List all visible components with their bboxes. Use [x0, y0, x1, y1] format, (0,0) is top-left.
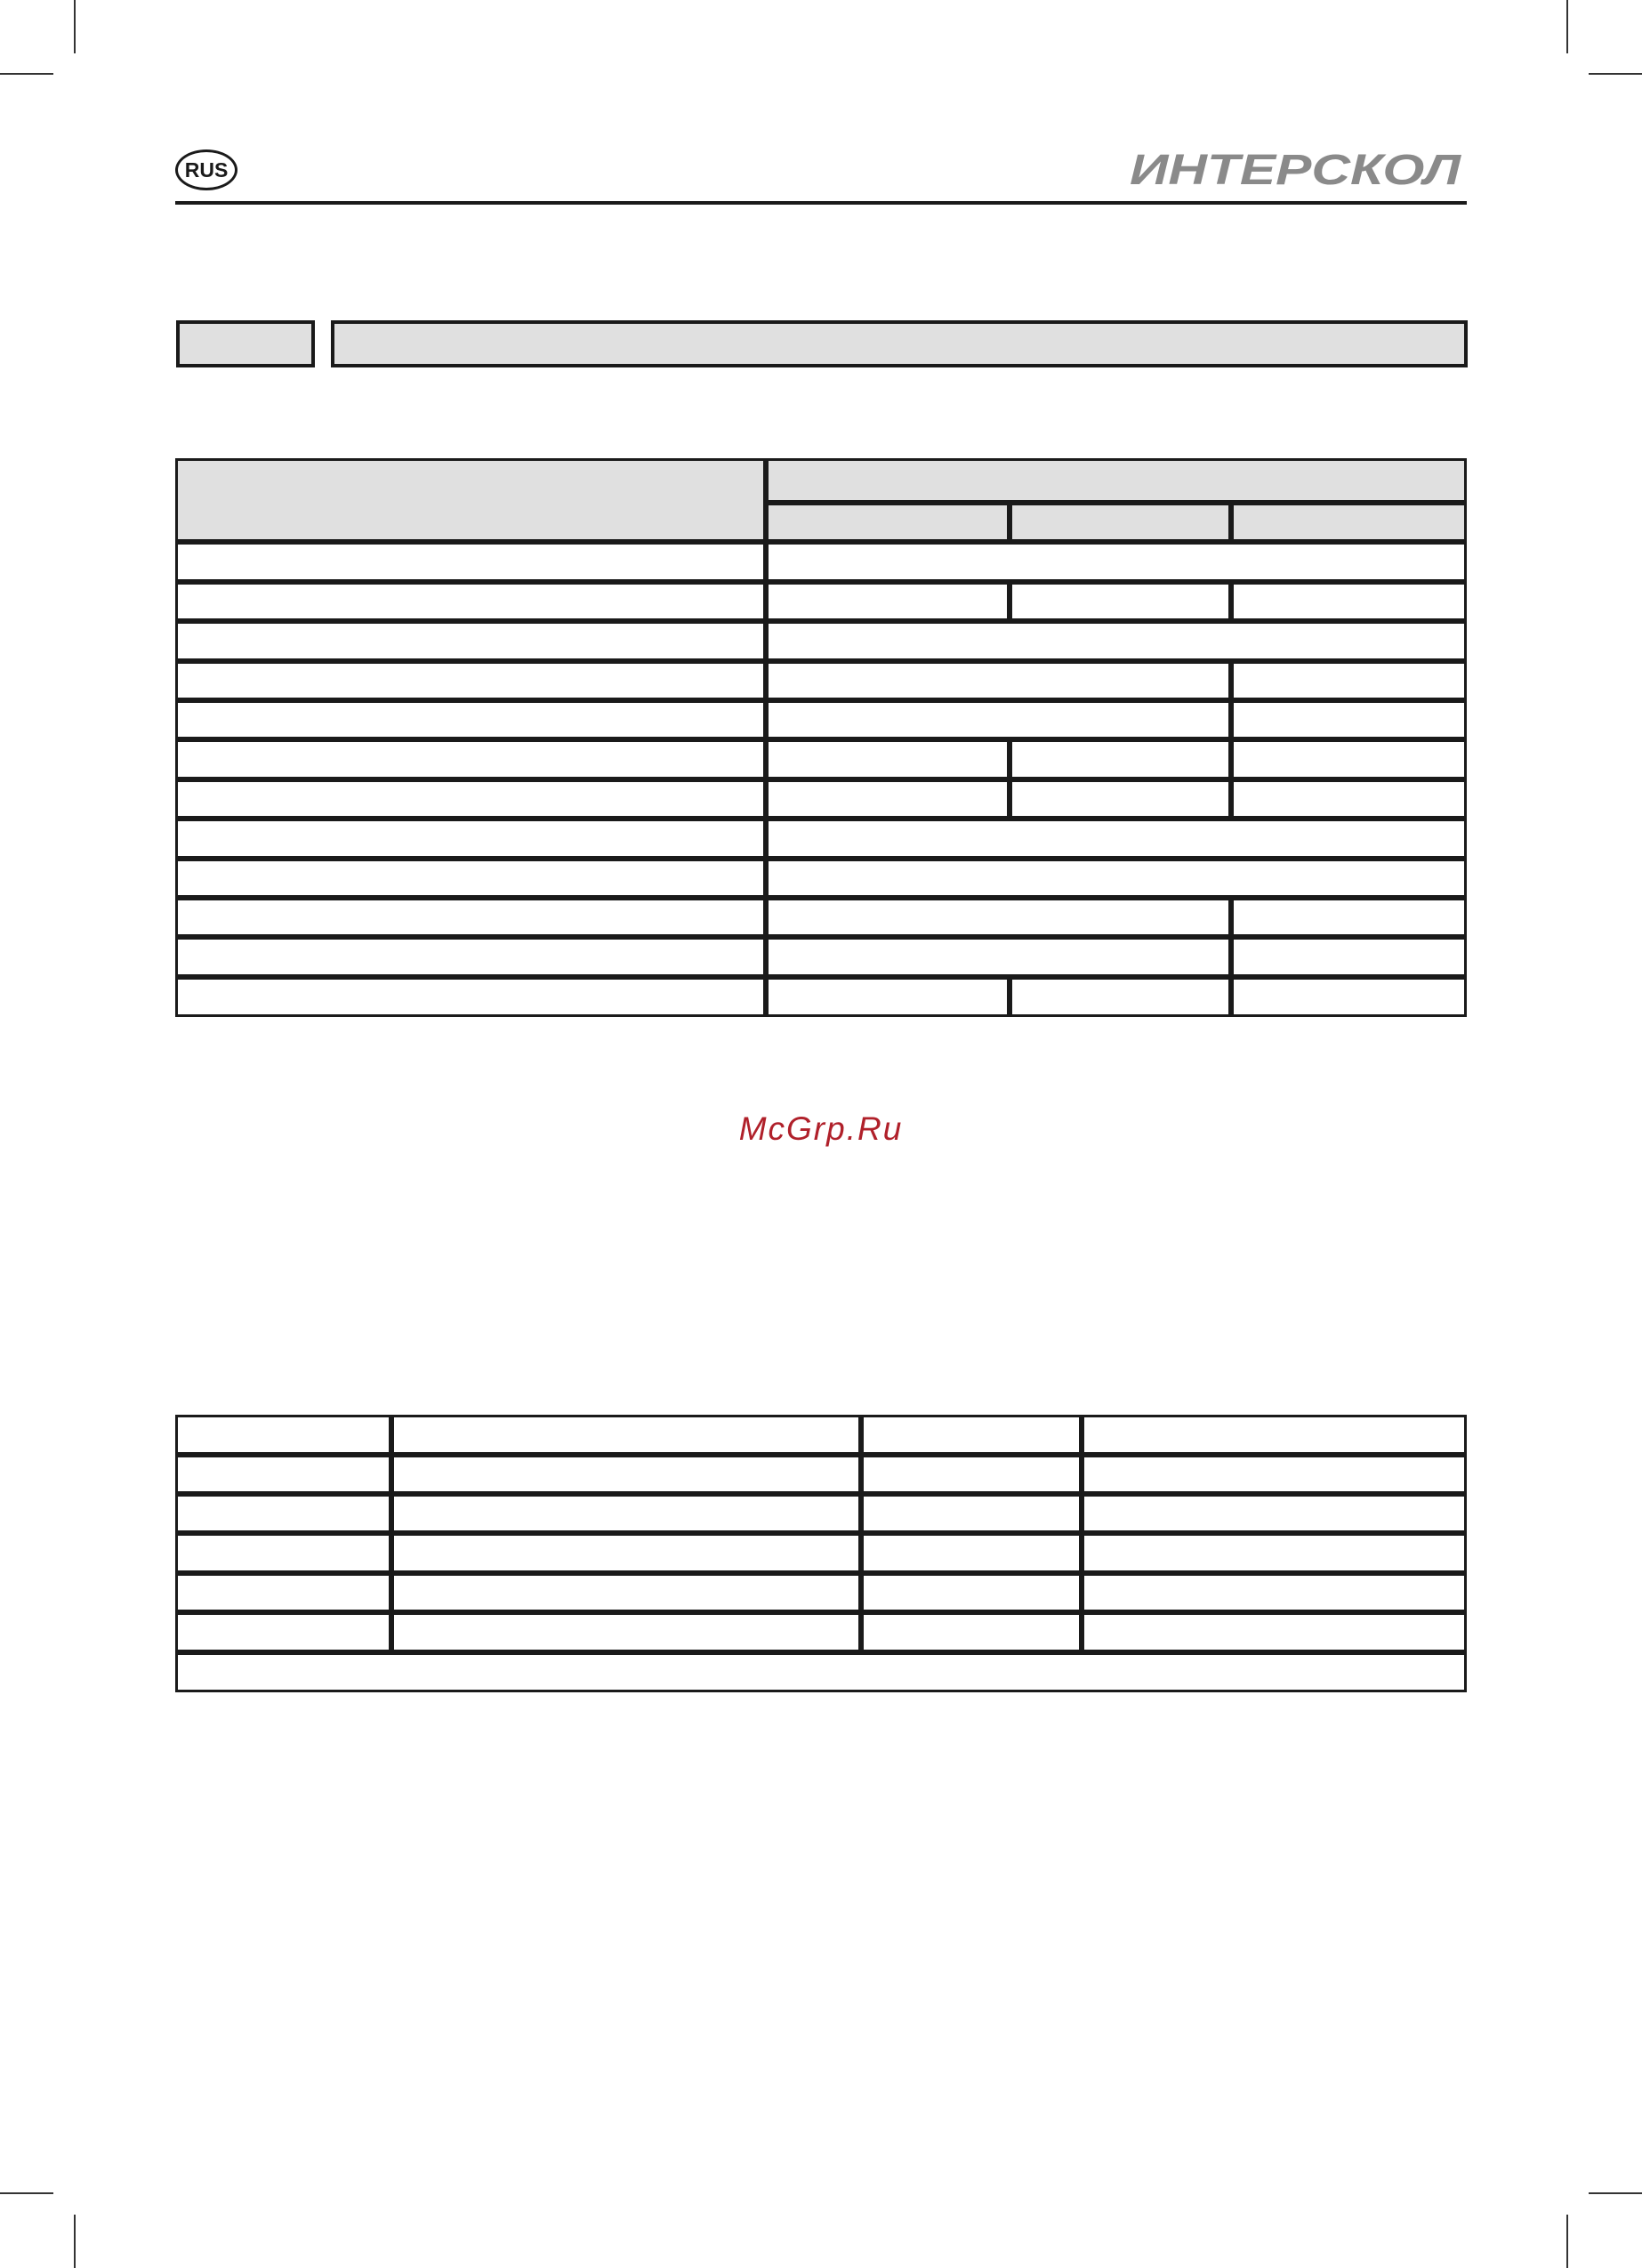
- table-cell: [766, 898, 1231, 937]
- table-cell: [766, 977, 1010, 1017]
- table-cell: [175, 542, 766, 582]
- table-cell: [391, 1415, 861, 1455]
- table-cell: [175, 661, 766, 700]
- table-cell: [391, 1573, 861, 1612]
- table-header-cell: [766, 503, 1010, 542]
- section-number-box: [176, 320, 315, 367]
- table-cell: [175, 898, 766, 937]
- table-footer-cell: [175, 1652, 1467, 1692]
- table-cell: [861, 1415, 1082, 1455]
- table-cell: [175, 700, 766, 739]
- table-cell: [1231, 661, 1467, 700]
- table-cell: [766, 937, 1231, 977]
- table-cell: [175, 621, 766, 661]
- table-cell: [1231, 582, 1467, 621]
- table-cell: [1082, 1533, 1467, 1573]
- brand-logo: [1130, 142, 1468, 196]
- table-cell: [861, 1573, 1082, 1612]
- table-cell: [175, 859, 766, 898]
- table-cell: [391, 1612, 861, 1652]
- header-rule: [175, 201, 1467, 205]
- table-cell: [175, 819, 766, 859]
- table-cell: [391, 1455, 861, 1494]
- table-cell: [1082, 1494, 1467, 1533]
- table-cell: [766, 582, 1010, 621]
- table-header-cell: [1010, 503, 1231, 542]
- table-cell: [1082, 1573, 1467, 1612]
- table-cell: [1231, 937, 1467, 977]
- table-cell: [1082, 1455, 1467, 1494]
- crop-mark: [1566, 2215, 1568, 2268]
- table-header-cell: [175, 458, 766, 542]
- crop-mark: [1589, 2192, 1642, 2194]
- language-badge: RUS: [175, 149, 237, 190]
- table-cell: [175, 779, 766, 819]
- table-header-cell: [766, 458, 1467, 503]
- crop-mark: [1566, 0, 1568, 53]
- table-cell: [1231, 739, 1467, 779]
- crop-mark: [74, 2215, 76, 2268]
- table-cell: [391, 1533, 861, 1573]
- table-cell: [766, 859, 1467, 898]
- table-cell: [861, 1612, 1082, 1652]
- table-cell: [1010, 977, 1231, 1017]
- table-cell: [766, 542, 1467, 582]
- table-cell: [175, 1612, 391, 1652]
- table-cell: [175, 739, 766, 779]
- table-cell: [1082, 1415, 1467, 1455]
- table-cell: [766, 661, 1231, 700]
- table-cell: [1082, 1612, 1467, 1652]
- table-cell: [175, 1533, 391, 1573]
- crop-mark: [1589, 73, 1642, 75]
- table-cell: [391, 1494, 861, 1533]
- table-cell: [175, 1494, 391, 1533]
- table-cell: [766, 739, 1010, 779]
- crop-mark: [0, 73, 53, 75]
- brand-name: ИНТЕРСКОЛ: [1130, 147, 1462, 194]
- table-cell: [766, 621, 1467, 661]
- table-cell: [175, 977, 766, 1017]
- table-cell: [766, 700, 1231, 739]
- table-cell: [1231, 977, 1467, 1017]
- table-cell: [1231, 779, 1467, 819]
- table-cell: [861, 1455, 1082, 1494]
- watermark: McGrp.Ru: [738, 1110, 904, 1147]
- table-cell: [175, 937, 766, 977]
- table-cell: [1231, 700, 1467, 739]
- crop-mark: [74, 0, 76, 53]
- table-cell: [861, 1494, 1082, 1533]
- table-cell: [175, 1455, 391, 1494]
- table-cell: [175, 1573, 391, 1612]
- table-header-cell: [1231, 503, 1467, 542]
- table-cell: [861, 1533, 1082, 1573]
- section-title-box: [331, 320, 1468, 367]
- table-cell: [1010, 739, 1231, 779]
- table-cell: [766, 779, 1010, 819]
- table-cell: [766, 819, 1467, 859]
- table-cell: [175, 1415, 391, 1455]
- table-cell: [1010, 582, 1231, 621]
- table-cell: [1010, 779, 1231, 819]
- table-cell: [175, 582, 766, 621]
- crop-mark: [0, 2192, 53, 2194]
- table-cell: [1231, 898, 1467, 937]
